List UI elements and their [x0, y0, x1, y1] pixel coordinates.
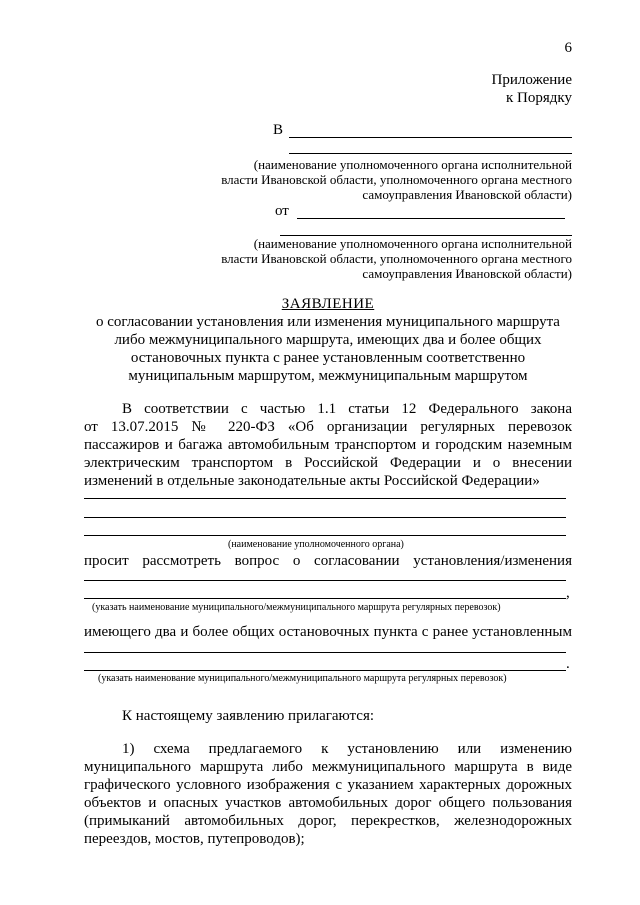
organ-line-2	[84, 517, 566, 518]
from-line	[297, 218, 565, 219]
heading-line-4: муниципальным маршрутом, межмуниципальным маршрутом	[128, 368, 528, 384]
route-caption-1: (указать наименование муниципального/межмуниципального маршрута регулярных перевозок)	[92, 602, 501, 613]
route-line-1	[84, 580, 566, 581]
route-caption-2: (указать наименование муниципального/межмуниципального маршрута регулярных перевозок)	[98, 673, 507, 684]
item1-line-4: объектов и опасных участков автомобильных дорог общего пользования	[84, 795, 572, 811]
document-title: ЗАЯВЛЕНИЕ	[281, 296, 375, 312]
from-caption-2: власти Ивановской области, уполномоченного органа местного	[221, 251, 572, 266]
route-comma: ,	[566, 585, 570, 601]
appendix-line-2: к Порядку	[506, 90, 572, 106]
from-prefix: от	[275, 203, 289, 219]
to-line-2	[289, 153, 572, 154]
intro-line-1: В соответствии с частью 1.1 статьи 12 Федерального закона	[122, 401, 572, 417]
heading-line-1: о согласовании установления или изменения муниципального маршрута	[96, 314, 560, 330]
appendix-line-1: Приложение	[491, 72, 572, 88]
attachments-intro: К настоящему заявлению прилагаются:	[122, 708, 375, 724]
organ-line-1	[84, 498, 566, 499]
from-caption-3: самоуправления Ивановской области)	[362, 266, 572, 281]
stops-line: имеющего два и более общих остановочных пункта с ранее установленным	[84, 624, 572, 640]
heading-line-2: либо межмуниципального маршрута, имеющих два и более общих	[114, 332, 542, 348]
to-caption-3: самоуправления Ивановской области)	[362, 187, 572, 202]
to-prefix: В	[273, 122, 284, 138]
intro-line-4: электрическим транспортом в Российской Федерации и о внесении	[84, 455, 572, 471]
route-line-2	[84, 598, 566, 599]
organ-line-3	[84, 535, 566, 536]
route-line-3	[84, 652, 566, 653]
request-line: просит рассмотреть вопрос о согласовании установления/изменения	[84, 553, 572, 569]
intro-line-5: изменений в отдельные законодательные акты Российской Федерации»	[84, 473, 540, 489]
to-caption-1: (наименование уполномоченного органа исполнительной	[253, 157, 572, 172]
item1-line-2: муниципального маршрута либо межмуниципального маршрута в виде	[84, 759, 572, 775]
intro-line-3: пассажиров и багажа автомобильным транспортом и городским наземным	[84, 437, 572, 453]
organ-caption: (наименование уполномоченного органа)	[228, 539, 404, 550]
intro-line-2: от 13.07.2015 № 220-ФЗ «Об организации регулярных перевозок	[84, 419, 572, 435]
to-line	[289, 137, 572, 138]
item1-line-6: переездов, мостов, путепроводов);	[84, 831, 305, 847]
page-number: 6	[564, 40, 572, 56]
item1-line-5: (примыканий автомобильных дорог, перекрестков, железнодорожных	[84, 813, 572, 829]
route-period: .	[566, 656, 570, 672]
from-caption-1: (наименование уполномоченного органа исполнительной	[253, 236, 572, 251]
to-caption-2: власти Ивановской области, уполномоченного органа местного	[221, 172, 572, 187]
route-line-4	[84, 670, 566, 671]
item1-line-3: графического условного изображения с указанием характерных дорожных	[84, 777, 572, 793]
item1-line-1: 1) схема предлагаемого к установлению или изменению	[122, 741, 572, 757]
heading-line-3: остановочных пункта с ранее установленным соответственно	[130, 350, 526, 366]
